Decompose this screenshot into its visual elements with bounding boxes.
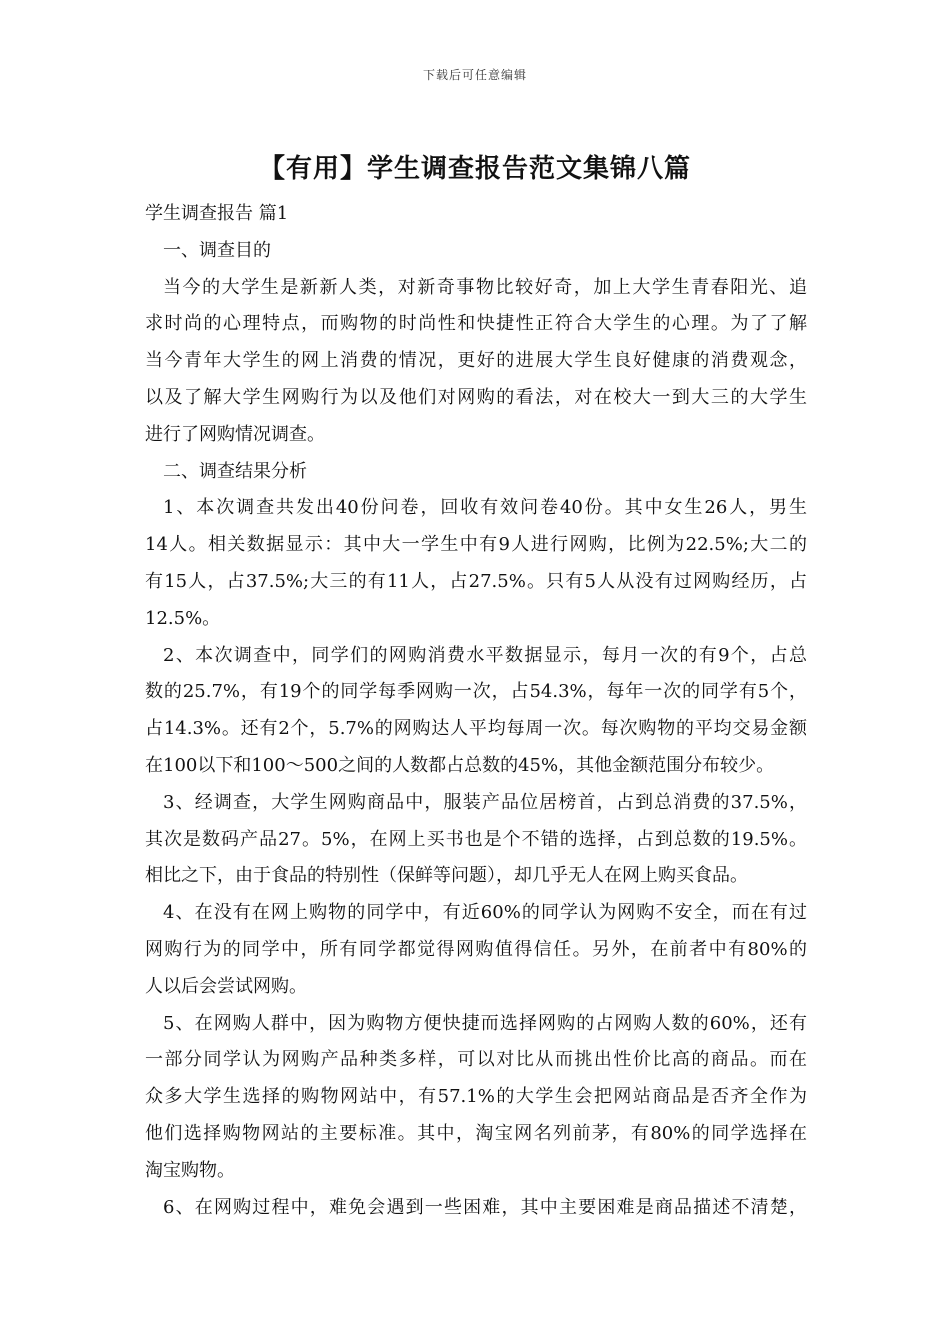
text-line: 相比之下，由于食品的特别性（保鲜等问题），却几乎无人在网上购买食品。 bbox=[145, 865, 748, 887]
text-line: 二、调查结果分析 bbox=[163, 460, 307, 482]
text-line: 众多大学生选择的购物网站中，有57.1%的大学生会把网站商品是否齐全作为 bbox=[145, 1086, 807, 1108]
text-line: 求时尚的心理特点，而购物的时尚性和快捷性正符合大学生的心理。为了了解 bbox=[145, 313, 807, 335]
text-line: 有15人，占37.5%;大三的有11人，占27.5%。只有5人从没有过网购经历，占 bbox=[145, 570, 807, 592]
text-line: 学生调查报告 篇1 bbox=[145, 203, 289, 224]
text-line: 淘宝购物。 bbox=[145, 1159, 235, 1181]
document-title: 【有用】学生调查报告范文集锦八篇 bbox=[258, 154, 691, 184]
text-line: 网购行为的同学中，所有同学都觉得网购值得信任。另外，在前者中有80%的 bbox=[145, 938, 807, 960]
text-line: 人以后会尝试网购。 bbox=[145, 975, 307, 997]
text-line: 占14.3%。还有2个，5.7%的网购达人平均每周一次。每次购物的平均交易金额 bbox=[145, 718, 807, 740]
header-note: 下载后可任意编辑 bbox=[422, 68, 527, 82]
text-line: 他们选择购物网站的主要标准。其中，淘宝网名列前茅，有80%的同学选择在 bbox=[145, 1122, 807, 1144]
text-line: 一、调查目的 bbox=[163, 239, 271, 261]
text-line: 当今的大学生是新新人类，对新奇事物比较好奇，加上大学生青春阳光、追 bbox=[163, 276, 807, 298]
text-line: 一部分同学认为网购产品种类多样，可以对比从而挑出性价比高的商品。而在 bbox=[145, 1049, 807, 1071]
text-line: 6、在网购过程中，难免会遇到一些困难，其中主要困难是商品描述不清楚， bbox=[163, 1196, 807, 1218]
text-line: 12.5%。 bbox=[145, 607, 221, 629]
text-line: 5、在网购人群中，因为购物方便快捷而选择网购的占网购人数的60%，还有 bbox=[163, 1012, 807, 1034]
text-line: 数的25.7%，有19个的同学每季网购一次，占54.3%，每年一次的同学有5个， bbox=[145, 681, 807, 703]
text-line: 2、本次调查中，同学们的网购消费水平数据显示，每月一次的有9个，占总 bbox=[163, 644, 807, 666]
text-line: 1、本次调查共发出40份问卷，回收有效问卷40份。其中女生26人，男生 bbox=[163, 497, 807, 519]
text-line: 4、在没有在网上购物的同学中，有近60%的同学认为网购不安全，而在有过 bbox=[163, 902, 807, 924]
text-line: 14人。相关数据显示：其中大一学生中有9人进行网购，比例为22.5%;大二的 bbox=[145, 534, 807, 556]
text-line: 在100以下和100～500之间的人数都占总数的45%，其他金额范围分布较少。 bbox=[145, 754, 775, 776]
text-line: 其次是数码产品27。5%，在网上买书也是个不错的选择，占到总数的19.5%。 bbox=[145, 828, 807, 850]
text-line: 当今青年大学生的网上消费的情况，更好的进展大学生良好健康的消费观念， bbox=[145, 350, 807, 372]
text-line: 3、经调查，大学生网购商品中，服装产品位居榜首，占到总消费的37.5%， bbox=[163, 791, 807, 813]
text-line: 进行了网购情况调查。 bbox=[145, 423, 325, 445]
document-body bbox=[145, 196, 807, 1226]
text-line: 以及了解大学生网购行为以及他们对网购的看法，对在校大一到大三的大学生 bbox=[145, 386, 807, 408]
